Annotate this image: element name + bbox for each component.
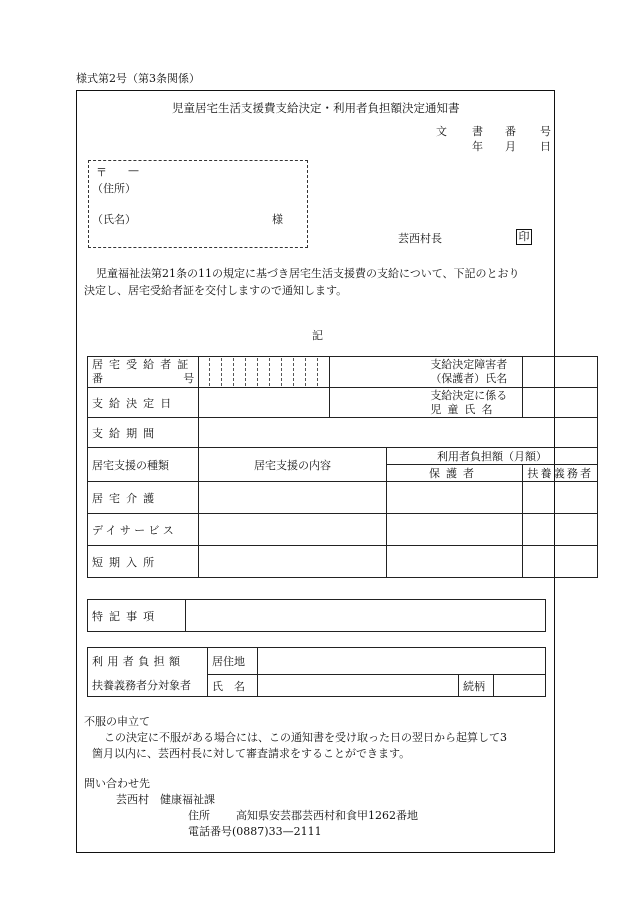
service-type-header: 居宅支援の種類 bbox=[88, 448, 199, 482]
remarks-value bbox=[186, 600, 546, 632]
form-number: 様式第2号（第3条関係） bbox=[76, 72, 200, 85]
remarks-label: 特記事項 bbox=[88, 600, 186, 632]
relation-value bbox=[494, 675, 546, 697]
home-care-guardian bbox=[386, 482, 523, 514]
doc-label-3: 番 bbox=[505, 125, 516, 138]
short-stay-guardian bbox=[386, 546, 523, 578]
short-stay-content bbox=[199, 546, 386, 578]
home-care-content bbox=[199, 482, 386, 514]
relation-label: 続柄 bbox=[459, 675, 494, 697]
postal-dash: — bbox=[128, 164, 139, 177]
benefit-table bbox=[87, 356, 598, 578]
burden-label: 利用者負担額 bbox=[88, 648, 208, 675]
person-name-label: 氏 名 bbox=[208, 675, 258, 697]
decision-date-label: 支給決定日 bbox=[88, 388, 199, 418]
child-name-label: 支給決定に係る 児童氏名 bbox=[330, 388, 523, 418]
residence-label: 居住地 bbox=[208, 648, 258, 675]
period-value bbox=[199, 418, 598, 448]
contact-address-label: 住所 bbox=[188, 809, 210, 822]
guardian-name-value bbox=[523, 357, 598, 388]
burden-header: 利用者負担額（月額） bbox=[386, 448, 598, 465]
residence-value bbox=[258, 648, 546, 675]
contact-address: 高知県安芸郡芸西村和食甲1262番地 bbox=[236, 809, 418, 822]
contact-office: 芸西村 健康福祉課 bbox=[116, 793, 215, 806]
service-row-day-service: デイサービス bbox=[88, 514, 199, 546]
doc-label-2: 書 bbox=[472, 125, 483, 138]
day-service-content bbox=[199, 514, 386, 546]
period-label: 支給期間 bbox=[88, 418, 199, 448]
date-day: 日 bbox=[540, 140, 551, 153]
day-service-guardian bbox=[386, 514, 523, 546]
person-name-value bbox=[258, 675, 459, 697]
sender-title: 芸西村長 bbox=[398, 232, 442, 245]
service-row-home-care: 居宅介護 bbox=[88, 482, 199, 514]
cert-no-cells bbox=[199, 357, 330, 388]
contact-phone: 電話番号(0887)33—2111 bbox=[188, 825, 322, 838]
body-text-line-1: 児童福祉法第21条の11の規定に基づき居宅生活支援費の支給について、下記のとおり bbox=[96, 267, 520, 280]
doc-label-1: 文 bbox=[436, 125, 447, 138]
remarks-table bbox=[87, 599, 546, 632]
date-year: 年 bbox=[472, 140, 483, 153]
seal-mark: 印 bbox=[516, 229, 532, 245]
supporter-target-label: 扶養義務者分対象者 bbox=[88, 675, 208, 697]
service-content-header: 居宅支援の内容 bbox=[199, 448, 386, 482]
day-service-supporter bbox=[523, 514, 598, 546]
objection-text-line-1: この決定に不服がある場合には、この通知書を受け取った日の翌日から起算して3 bbox=[104, 731, 507, 744]
child-name-value bbox=[523, 388, 598, 418]
body-text-line-2: 決定し、居宅受給者証を交付しますので通知します。 bbox=[84, 284, 348, 297]
address-box bbox=[88, 160, 308, 248]
short-stay-supporter bbox=[523, 546, 598, 578]
contact-title: 問い合わせ先 bbox=[84, 777, 150, 790]
objection-text-line-2: 箇月以内に、芸西村長に対して審査請求をすることができます。 bbox=[92, 747, 411, 760]
name-label: （氏名） bbox=[92, 213, 136, 226]
document-title: 児童居宅生活支援費支給決定・利用者負担額決定通知書 bbox=[172, 101, 460, 115]
home-care-supporter bbox=[523, 482, 598, 514]
guardian-column: 保護者 bbox=[386, 465, 523, 482]
decision-date-value bbox=[199, 388, 330, 418]
objection-title: 不服の申立て bbox=[84, 715, 150, 728]
date-month: 月 bbox=[505, 140, 516, 153]
service-row-short-stay: 短期入所 bbox=[88, 546, 199, 578]
postal-mark: 〒 bbox=[96, 166, 107, 179]
cert-no-label: 居宅受給者証 番号 bbox=[88, 357, 199, 388]
guardian-name-label: 支給決定障害者 （保護者）氏名 bbox=[330, 357, 523, 388]
ki-heading: 記 bbox=[312, 329, 323, 342]
honorific: 様 bbox=[272, 213, 283, 226]
doc-label-4: 号 bbox=[540, 125, 551, 138]
burden-table bbox=[87, 647, 546, 697]
supporter-column: 扶養義務者 bbox=[523, 465, 598, 482]
address-label: （住所） bbox=[92, 182, 136, 195]
